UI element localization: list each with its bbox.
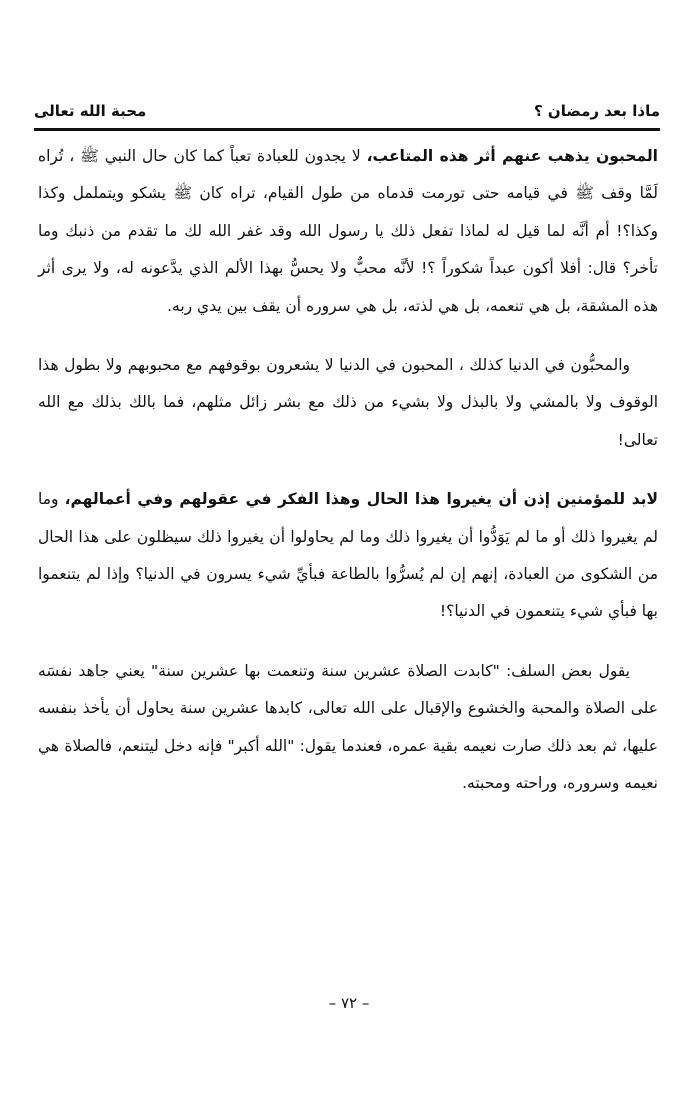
paragraph-4 (38, 653, 658, 803)
book-title: ماذا بعد رمضان ؟ (533, 102, 660, 120)
paragraph-1 (38, 138, 658, 325)
paragraph-3-bold: لابد للمؤمنين إذن أن يغيروا هذا الحال وهذا الفكر في عقولهم وفي أعمالهم، (64, 490, 659, 509)
paragraph-2 (38, 347, 658, 459)
paragraph-3-text: وما لم يغيروا ذلك أو ما لم يَوَدُّوا أن يغيروا ذلك وما لم يحاولوا أن يغيروا ذلك سيظلون على هذا الحال من الشكوى من العبادة، إنهم إن لم يُسرُّوا بالطاعة فبأيِّ شيء يسرون في الدنيا؟ وإذا لم يتنعموا بها فبأي شيء يتنعمون في الدنيا؟! (38, 490, 658, 621)
paragraph-2-text: والمحبُّون في الدنيا كذلك ، المحبون في الدنيا لا يشعرون بوقوفهم مع محبوبهم ولا بطول هذا الوقوف ولا بالمشي ولا بالبذل ولا بشيء من ذلك مع بشر زائل مثلهم، فما بالك بذلك مع الله تعالى! (38, 356, 658, 449)
paragraph-1-text: لا يجدون للعبادة تعباً كما كان حال النبي ﷺ ، تُراه لَمَّا وقف ﷺ في قيامه حتى تورمت قدماه من طول القيام، تراه كان ﷺ يشكو ويتململ وكذا وكذا؟! أم أنَّه لما قيل له لماذا تفعل ذلك يا رسول الله وقد غفر الله لك ما تقدم من ذنبك وما تأخر؟ قال: أفلا أكون عبداً شكوراً ؟! لأنَّه محبٌّ ولا يحسُّ بهذا الألم الذي يدَّعونه له، ولا يرى أثر هذه المشقة، بل هي تنعمه، بل هي لذته، بل هي سروره أن يقف بين يدي ربه. (38, 147, 658, 315)
page-body (38, 138, 658, 803)
running-header (34, 82, 660, 131)
paragraph-4-text: يقول بعض السلف: "كابدت الصلاة عشرين سنة وتنعمت بها عشرين سنة" يعني جاهد نفسَه على الصلاة والمحبة والخشوع والإقبال على الله تعالى، كابدها عشرين سنة يحاول أن يأخذ بنفسه عليها، ثم بعد ذلك صارت نعيمه بقية عمره، فعندما يقول: "الله أكبر" فإنه دخل ليتنعم، فالصلاة هي نعيمه وسروره، وراحته ومحبته. (38, 661, 658, 793)
paragraph-1-bold: المحبون يذهب عنهم أثر هذه المتاعب، (366, 147, 658, 165)
paragraph-3 (38, 481, 658, 631)
page-number: – ٧٢ – (328, 994, 370, 1012)
chapter-title: محبة الله تعالى (34, 102, 147, 120)
